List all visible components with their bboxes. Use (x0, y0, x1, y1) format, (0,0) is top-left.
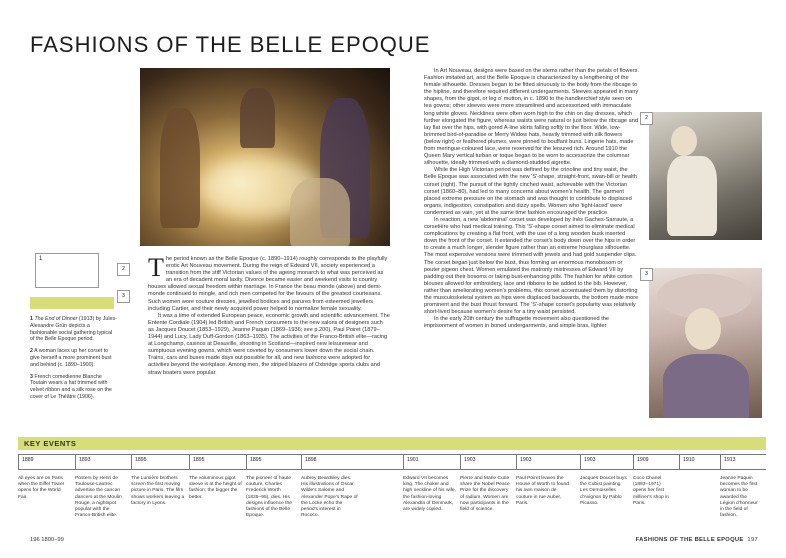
key-event: Posters by Henri de Toulouse-Lautrec advertise the cancan dancers at the Moulin Rouge, a nightspot popular with the Franco-British elite. (75, 476, 122, 519)
paragraph: It was a time of extended European peace, economic growth and scientific advancement. The Entente Cordiale (1904) led British and French consumers to the new salons of designers such as Jacques Doucet (1853–1929), Jeanne Paquin (1869–1936; see p.200), Paul Poiret (1879–1944) and Lucy, Lady Duff-Gordon (1863–1935). The activities of the Franco-British elite—racing at Longchamp, casinos at Deauville, shooting in Scotland—inspired new leisurewear and sumptuous evening gowns, which were coveted by consumers lower down the social chain. Trains, cars and buses made days out possible for all, and new fashions were adopted for activities beyond the workplace. Among men, the striped blazers of Oxbridge sports clubs and straw boaters were popular. (148, 312, 390, 376)
timeline-year: 1903 (580, 454, 633, 470)
folio-right: FASHIONS OF THE BELLE EPOQUE 197 (635, 537, 758, 543)
paragraph: In Art Nouveau, designs were based on the stems rather than the petals of flowers. Fashion imitated art, and the Belle Epoque is characterized by a lengthening of the female silhouette. Dresses began to be fitted sinuously to the body from the ribcage to the hipline, and therefore required different undergarments. Sleeves appeared in many shapes, from the gigot, or leg o' mutton, in c. 1890 to the handkerchief style seen on tea gowns; other sleeves were more streamlined and accessorized with immaculate long white gloves. Necklines were often worn high to the chin on day dresses, which further elongated the figure, whereas waists were natural or just below the ribcage and lay flat over the hips, with gored A-line skirts falling softly to the floor. Wide, low-brimmed bird-of-paradise or Merry Widow hats, heavily trimmed with silk flowers (below right) or feathered plumes, were pinned to bouffant buns. Lingerie hats, made from meringue-coloured lace, were reserved for the leisured rich. Around 1910 the Queen Mary vertical turban or toque began to be worn to accessorize the columnar silhouette, ideally trimmed with a diamond-studded aigrette. (424, 68, 639, 167)
caption-2: 2 A woman laces up her corset to give herself a more prominent bust and behind (c. 1890–1900). (30, 348, 112, 368)
timeline-year: 1895 (189, 454, 246, 470)
drop-cap: T (148, 253, 164, 282)
caption-marker-3: 3 (117, 290, 130, 303)
caption-3: 3 French comedienne Blanche Toutain wears a hat trimmed with velvet ribbon and a silk rose on the cover of Le Théâtre (1906). (30, 373, 112, 400)
body-column-2 (424, 68, 639, 330)
timeline-year: 1898 (301, 454, 403, 470)
photo-marker-3: 3 (640, 268, 653, 281)
paragraph: While the High Victorian period was defined by the crinoline and tiny waist, the Belle Epoque was associated with the new 'S'-shape, straight-front, swan-bill or health corset (right). The pursuit of the tightly cinched waist, achievable with the Victorian corset (1860–80), had led to many concerns about women's health. The garment placed extreme pressure on the stomach and was thought to contribute to displaced organs, indigestion, constipation and dizzy spells. Women who 'tight-laced' were condemned as vain, yet at the same time fashion encouraged the practice. (424, 167, 637, 216)
caption-highlight-bar (30, 297, 114, 309)
hat-portrait-image (649, 268, 762, 418)
timeline-year: 1913 (720, 454, 766, 470)
key-event: The pioneer of haute couture, Charles Frederick Worth (1825–95), dies. His designs influence the fashions of the Belle Epoque. (246, 476, 292, 519)
key-event: Edward VII becomes king. The choker and high neckline of his wife, the fashion-loving Alexandra of Denmark, are widely copied. (403, 476, 457, 513)
timeline-year: 1889 (18, 454, 75, 470)
timeline-year: 1910 (679, 454, 720, 470)
key-event: Jacques Doucet buys the Cubist painting Les Demoiselles d'Avignon by Pablo Picasso. (580, 476, 627, 506)
key-event: Paul Poiret leaves the House of Worth to found his own maison de couture in rue Auber, Paris. (516, 476, 569, 506)
dinner-painting-image (140, 68, 390, 246)
caption-1: 1 The End of Dinner (1913) by Jules-Alexandre Grün depicts a fashionable social gathering typical of the Belle Epoque period. (30, 316, 117, 343)
timeline-year: 1893 (75, 454, 131, 470)
key-event: All eyes are on Paris when the Eiffel Tower opens for the World Fair. (18, 476, 65, 500)
paragraph: In reaction, a new 'abdominal' corset was developed by Inès Gaches-Sarraute, a corsetière who had medical training. This 'S'-shape corset aimed to eliminate medical complications by creating a flat front, with the use of a long wooden busk inserted down the front of the corset. It extended the corset's body down over the hips in order to create a much longer, slender figure rather than an extreme hourglass silhouette. The most expensive versions were trimmed with jewels and had gold suspender clips. The corset began just below the bust, thus forming an enormous monobosom or pouter pigeon chest. Women emulated the matronly mistresses of Edward VII by padding out their bosoms or taking bust-enhancing pills. The fashion for white cotton blouses allowed for embroidery, lace and ribbons to be added to the bib. However, rather than ameliorating women's problems, this corset accentuated them by distorting the musculoskeletal system as hips were displaced backwards, the bottom made more prominent and the bust thrust forward. The 'S'-shape corset's popularity was relatively short-lived because women's desire for a tiny waist persisted. (424, 216, 639, 316)
body-column-1 (148, 253, 390, 377)
timeline-year: 1901 (403, 454, 460, 470)
timeline (18, 454, 766, 472)
timeline-year: 1895 (131, 454, 189, 470)
folio-left: 196 1800–99 (30, 537, 64, 543)
caption-box-1: 1 (35, 253, 99, 288)
timeline-year: 1895 (246, 454, 301, 470)
caption-list (30, 316, 118, 406)
key-events-bar: KEY EVENTS (18, 437, 766, 450)
photo-marker-2: 2 (640, 112, 653, 125)
timeline-year: 1903 (460, 454, 516, 470)
key-event: Pierre and Marie Curie share the Nobel Peace Prize for the discovery of radium. Women are now participants in the field of science. (460, 476, 510, 513)
key-event: The voluminous gigot sleeve is at the height of fashion; the bigger the better. (189, 476, 242, 500)
key-event: The Lumière brothers screen the first moving picture in Paris. The film shows workers leaving a factory in Lyons. (131, 476, 185, 506)
page-title: FASHIONS OF THE BELLE EPOQUE (30, 32, 431, 57)
key-event: Jeanne Paquin becomes the first woman to be awarded the Légion d'honneur in the field of fashion. (720, 476, 758, 519)
key-event: Coco Chanel (1883–1971) opens her first milliner's shop in Paris. (633, 476, 669, 506)
paragraph: The period known as the Belle Epoque (c. 1890–1914) roughly corresponds to the playfully erotic Art Nouveau movement. During the reign of Edward VII, society experienced a transition from the stiff Victorian values of the ageing monarch to what was perceived as an era of decadent moral laxity. Divorce became easier and weekend visits to country houses allowed sexual freedom within marriage. In France the beau monde (above) and demi-monde continued to mingle, and rich men competed for the favours of the greatest courtesans. Such women wore couture dresses, jewelled bodices and parures from esteemed jewellers including Cartier, and their newly acquired power helped to normalize female sexuality. (148, 253, 388, 312)
timeline-year: 1903 (516, 454, 580, 470)
timeline-year: 1909 (633, 454, 679, 470)
paragraph: In the early 20th century the suffragette movement also questioned the imprisonment of women in boned undergarments, and simple bras, lighter (424, 316, 609, 330)
caption-marker-2: 2 (117, 263, 130, 276)
corset-photo-image (649, 112, 762, 240)
key-event: Aubrey Beardsley dies. His illustrations of Oscar Wilde's Salome and Alexander Pope's Rape of the Locke echo the period's interest in Rococo. (301, 476, 358, 519)
